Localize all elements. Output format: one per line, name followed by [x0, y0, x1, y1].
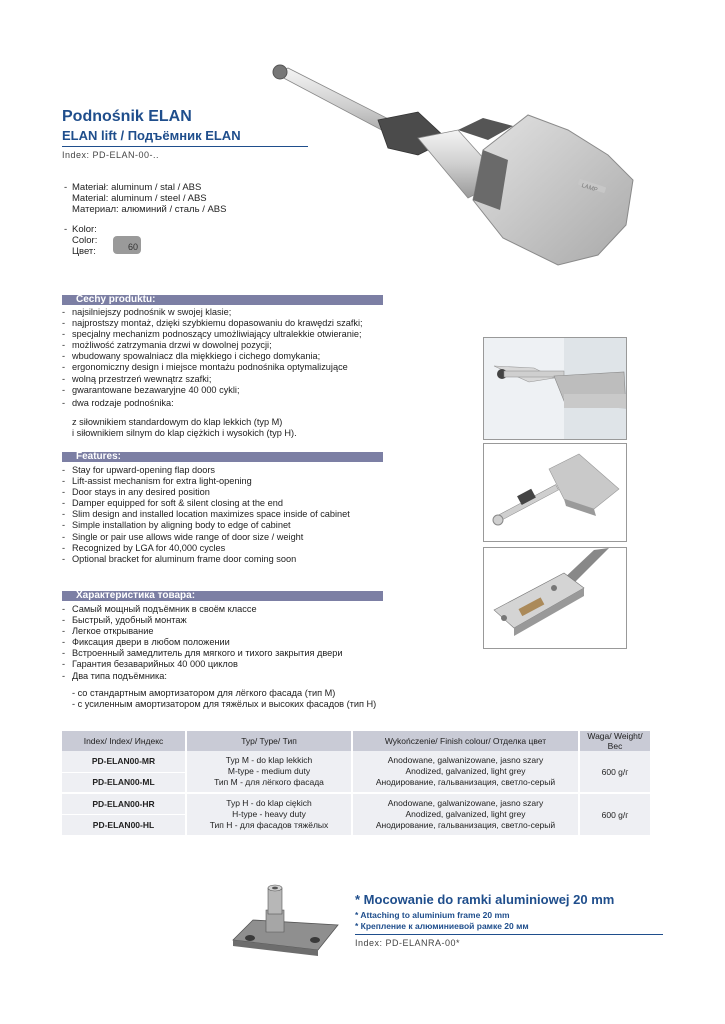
material-en: Material: aluminum / steel / ABS	[72, 193, 207, 204]
section-heading-pl: Cechy produktu:	[62, 295, 383, 305]
table-header: Typ/ Type/ Тип	[186, 731, 352, 751]
list-item: - Легкое открывание	[62, 626, 382, 637]
features-pl	[62, 307, 382, 409]
mounting-bracket-image	[228, 880, 343, 975]
table-header: Index/ Index/ Индекс	[62, 731, 186, 751]
material-ru: Материал: алюминий / сталь / ABS	[72, 204, 227, 215]
features-en	[62, 465, 382, 565]
mounting-subtitle-ru: * Крепление к алюминиевой рамке 20 мм	[355, 921, 529, 931]
list-item: - Встроенный замедлитель для мягкого и тихого закрытия двери	[62, 648, 382, 659]
list-subitem: i siłownikiem silnym do klap ciężkich i wysokich (typ H).	[72, 428, 297, 438]
list-item: - Гарантия безаварийных 40 000 циклов	[62, 659, 382, 670]
list-item: - Lift-assist mechanism for extra light-opening	[62, 476, 382, 487]
list-subitem: z siłownikiem standardowym do klap lekkich (typ M)	[72, 417, 283, 427]
weight-cell: 600 g/г	[579, 793, 650, 835]
list-item: - specjalny mechanizm podnoszący umożliwiający ultralekkie otwieranie;	[62, 329, 382, 340]
product-logo: LAMP	[580, 182, 599, 194]
list-item: - Slim design and installed location maximizes space inside of cabinet	[62, 509, 382, 520]
page-title: Podnośnik ELAN	[62, 108, 192, 125]
list-item: - Optional bracket for aluminum frame door coming soon	[62, 554, 382, 565]
list-item: - wolną przestrzeń wewnątrz szafki;	[62, 374, 382, 385]
table-header: Waga/ Weight/ Вес	[579, 731, 650, 751]
type-cell: Typ H - do klap ciękich H-type - heavy duty Тип Н - для фасадов тяжёлых	[186, 793, 352, 835]
product-index: Index: PD-ELAN-00-..	[62, 150, 160, 160]
finish-cell: Anodowane, galwanizowane, jasno szary Anodized, galvanized, light grey Анодирование, гальванизация, светло-серый	[352, 793, 579, 835]
section-heading-ru: Характеристика товара:	[62, 591, 383, 601]
list-item: - Быстрый, удобный монтаж	[62, 615, 382, 626]
weight-cell: 600 g/г	[579, 751, 650, 793]
index-cell: PD-ELAN00-HR	[62, 793, 186, 814]
list-item: - Single or pair use allows wide range of door size / weight	[62, 532, 382, 543]
list-item: - możliwość zatrzymania drzwi w dowolnej pozycji;	[62, 340, 382, 351]
index-cell: PD-ELAN00-HL	[62, 814, 186, 835]
pl-subitems	[72, 417, 297, 439]
list-item: - Самый мощный подъёмник в своём классе	[62, 604, 382, 615]
list-item: - Фиксация двери в любом положении	[62, 637, 382, 648]
mounting-subtitle-en: * Attaching to aluminium frame 20 mm	[355, 910, 510, 920]
material-pl: Materiał: aluminum / stal / ABS	[72, 182, 202, 193]
photo-mechanism	[483, 547, 627, 649]
material-block: - Materiał: aluminum / stal / ABS Material: aluminum / steel / ABS Материал: алюминий / сталь / ABS	[64, 182, 227, 215]
color-label-ru: Цвет:	[72, 246, 96, 257]
section-heading-en: Features:	[62, 452, 383, 462]
finish-cell: Anodowane, galwanizowane, jasno szary Anodized, galvanized, light grey Анодирование, гальванизация, светло-серый	[352, 751, 579, 793]
index-cell: PD-ELAN00-ML	[62, 772, 186, 793]
features-ru	[62, 604, 382, 682]
list-item: - Damper equipped for soft & silent closing at the end	[62, 498, 382, 509]
list-item: - Simple installation by aligning body to edge of cabinet	[62, 520, 382, 531]
list-item: - wbudowany spowalniacz dla miękkiego i cichego domykania;	[62, 351, 382, 362]
list-item: - ergonomiczny design i miejsce montażu podnośnika optymalizujące	[62, 362, 382, 373]
index-cell: PD-ELAN00-MR	[62, 751, 186, 772]
color-label-pl: Kolor:	[72, 224, 97, 235]
lift-product-image	[268, 60, 653, 275]
table-header: Wykończenie/ Finish colour/ Отделка цвет	[352, 731, 579, 751]
photo-installed-cabinet	[483, 337, 627, 440]
table-row	[62, 751, 650, 772]
product-table	[62, 731, 650, 835]
list-item: - Recognized by LGA for 40,000 cycles	[62, 543, 382, 554]
list-item: - najsilniejszy podnośnik w swojej klasie;	[62, 307, 382, 318]
list-item: - dwa rodzaje podnośnika:	[62, 398, 382, 409]
list-item: - gwarantowane bezawaryjne 40 000 cykli;	[62, 385, 382, 396]
photo-lift-detail	[483, 443, 627, 542]
list-item: - Door stays in any desired position	[62, 487, 382, 498]
list-item: - Два типа подъёмника:	[62, 671, 382, 682]
type-cell: Typ M - do klap lekkich M-type - medium duty Тип М - для лёгкого фасада	[186, 751, 352, 793]
color-block: - Kolor: Color: Цвет:	[64, 224, 98, 257]
ru-subitems	[72, 688, 376, 710]
mounting-index: Index: PD-ELANRA-00*	[355, 938, 461, 948]
table-row	[62, 793, 650, 814]
mounting-title: * Mocowanie do ramki aluminiowej 20 mm	[355, 892, 615, 907]
color-label-en: Color:	[72, 235, 98, 246]
list-item: - najprostszy montaż, dzięki szybkiemu dopasowaniu do krawędzi szafki;	[62, 318, 382, 329]
list-item: - Stay for upward-opening flap doors	[62, 465, 382, 476]
list-subitem: - с усиленным амортизатором для тяжёлых и высоких фасадов (тип Н)	[72, 699, 377, 709]
mounting-divider	[355, 934, 663, 935]
list-subitem: - со стандартным амортизатором для лёгкого фасада (тип М)	[72, 688, 336, 698]
page-subtitle: ELAN lift / Подъёмник ELAN	[62, 128, 241, 143]
color-swatch: 60	[113, 236, 141, 254]
